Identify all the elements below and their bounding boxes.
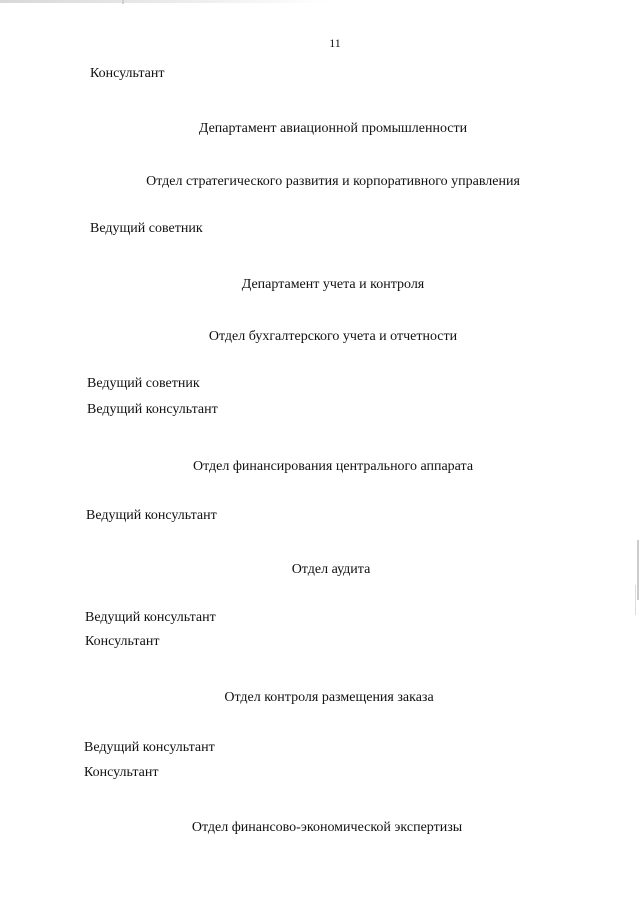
- division-heading: Отдел контроля размещения заказа: [224, 690, 434, 705]
- position-title: Консультант: [85, 634, 160, 649]
- position-title: Консультант: [84, 765, 159, 780]
- department-heading: Департамент авиационной промышленности: [198, 121, 468, 136]
- page-number: 11: [329, 36, 341, 50]
- scan-top-edge: [0, 0, 330, 3]
- position-title: Ведущий консультант: [86, 508, 217, 523]
- position-title: Ведущий советник: [90, 221, 203, 236]
- position-title: Ведущий консультант: [87, 402, 218, 417]
- scan-edge-mark: [635, 585, 636, 615]
- division-heading: Отдел финансирования центрального аппарата: [192, 459, 474, 474]
- scan-edge-mark: [637, 540, 639, 600]
- position-title: Ведущий консультант: [84, 740, 215, 755]
- division-heading: Отдел бухгалтерского учета и отчетности: [208, 329, 458, 344]
- position-title: Ведущий советник: [87, 376, 200, 391]
- division-heading: Отдел стратегического развития и корпоративного управления: [146, 174, 520, 189]
- position-title: Ведущий консультант: [85, 610, 216, 625]
- position-title: Консультант: [90, 66, 165, 81]
- division-heading: Отдел аудита: [291, 562, 371, 577]
- department-heading: Департамент учета и контроля: [241, 277, 425, 292]
- division-heading: Отдел финансово-экономической экспертизы: [191, 820, 463, 835]
